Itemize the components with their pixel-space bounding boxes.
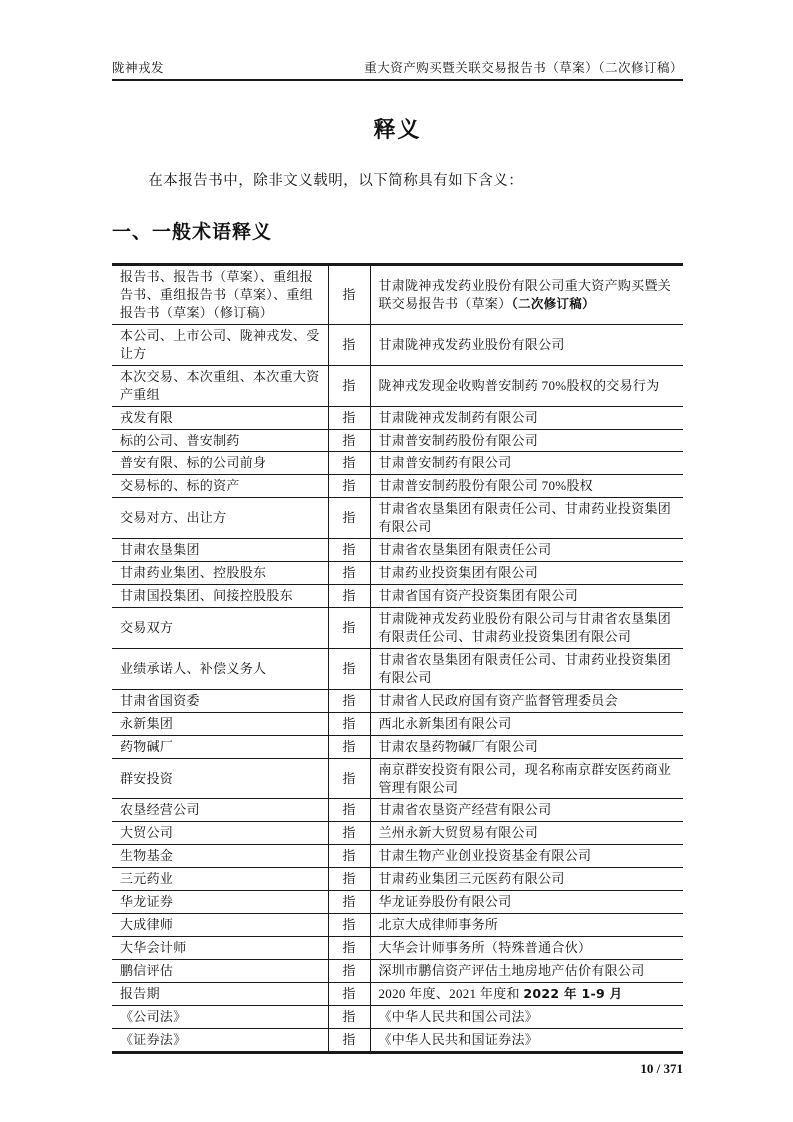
- definition-cell: 甘肃药业投资集团有限公司: [370, 562, 683, 585]
- means-cell: 指: [328, 608, 370, 649]
- table-row: [112, 429, 683, 452]
- term-cell: 交易标的、标的资产: [112, 475, 328, 498]
- definition-cell: 甘肃省农垦集团有限责任公司、甘肃药业投资集团有限公司: [370, 648, 683, 689]
- term-cell: 戎发有限: [112, 406, 328, 429]
- definition-cell: 甘肃省人民政府国有资产监督管理委员会: [370, 689, 683, 712]
- table-row: [112, 868, 683, 891]
- means-cell: 指: [328, 937, 370, 960]
- term-cell: 业绩承诺人、补偿义务人: [112, 648, 328, 689]
- definition-cell: 甘肃普安制药股份有限公司 70%股权: [370, 475, 683, 498]
- means-cell: 指: [328, 562, 370, 585]
- means-cell: 指: [328, 799, 370, 822]
- means-cell: 指: [328, 539, 370, 562]
- definition-cell: 深圳市鹏信资产评估土地房地产估价有限公司: [370, 960, 683, 983]
- means-cell: 指: [328, 406, 370, 429]
- means-cell: 指: [328, 648, 370, 689]
- term-cell: 本公司、上市公司、陇神戎发、受让方: [112, 324, 328, 365]
- means-cell: 指: [328, 429, 370, 452]
- table-row: [112, 1028, 683, 1052]
- means-cell: 指: [328, 960, 370, 983]
- definition-cell: 2020 年度、2021 年度和 2022 年 1-9 月: [370, 982, 683, 1005]
- means-cell: 指: [328, 914, 370, 937]
- definition-cell: 甘肃陇神戎发制药有限公司: [370, 406, 683, 429]
- term-cell: 甘肃省国资委: [112, 689, 328, 712]
- definition-cell: 甘肃省农垦集团有限责任公司: [370, 539, 683, 562]
- definition-cell: 《中华人民共和国公司法》: [370, 1005, 683, 1028]
- term-cell: 标的公司、普安制药: [112, 429, 328, 452]
- means-cell: 指: [328, 891, 370, 914]
- table-row: [112, 585, 683, 608]
- term-cell: 报告期: [112, 982, 328, 1005]
- term-cell: 鹏信评估: [112, 960, 328, 983]
- table-row: [112, 822, 683, 845]
- term-cell: 交易对方、出让方: [112, 498, 328, 539]
- section-heading: 一、一般术语释义: [112, 221, 273, 243]
- means-cell: 指: [328, 982, 370, 1005]
- table-row: [112, 982, 683, 1005]
- table-row: [112, 960, 683, 983]
- term-cell: 农垦经营公司: [112, 799, 328, 822]
- definition-cell: 甘肃普安制药有限公司: [370, 452, 683, 475]
- table-row: [112, 406, 683, 429]
- page-title: 释义: [373, 118, 422, 143]
- means-cell: 指: [328, 475, 370, 498]
- term-cell: 大华会计师: [112, 937, 328, 960]
- term-cell: 三元药业: [112, 868, 328, 891]
- definition-cell: 甘肃药业集团三元医药有限公司: [370, 868, 683, 891]
- term-cell: 生物基金: [112, 845, 328, 868]
- term-cell: 大成律师: [112, 914, 328, 937]
- means-cell: 指: [328, 845, 370, 868]
- means-cell: 指: [328, 452, 370, 475]
- means-cell: 指: [328, 735, 370, 758]
- table-row: [112, 452, 683, 475]
- means-cell: 指: [328, 365, 370, 406]
- definition-cell: 甘肃陇神戎发药业股份有限公司: [370, 324, 683, 365]
- table-row: [112, 891, 683, 914]
- term-cell: 甘肃药业集团、控股股东: [112, 562, 328, 585]
- term-cell: 报告书、报告书（草案）、重组报告书、重组报告书（草案）、重组报告书（草案）（修订稿）: [120, 269, 314, 320]
- term-cell: 华龙证券: [112, 891, 328, 914]
- table-row: [112, 712, 683, 735]
- definition-cell: 南京群安投资有限公司，现名称南京群安医药商业管理有限公司: [370, 758, 683, 799]
- definition-cell: 甘肃农垦药物碱厂有限公司: [370, 735, 683, 758]
- definition-cell: 华龙证券股份有限公司: [370, 891, 683, 914]
- term-cell: 《公司法》: [112, 1005, 328, 1028]
- means-cell: 指: [328, 712, 370, 735]
- header-document-title: 重大资产购买暨关联交易报告书（草案）（二次修订稿）: [364, 61, 683, 75]
- table-row: [112, 365, 683, 406]
- means-cell: 指: [328, 822, 370, 845]
- table-row: [112, 937, 683, 960]
- table-row: [112, 735, 683, 758]
- means-cell: 指: [328, 498, 370, 539]
- definition-cell: 陇神戎发现金收购普安制药 70%股权的交易行为: [370, 365, 683, 406]
- definition-cell: 甘肃省农垦资产经营有限公司: [370, 799, 683, 822]
- term-cell: 甘肃国投集团、间接控股股东: [112, 585, 328, 608]
- definition-cell: 西北永新集团有限公司: [370, 712, 683, 735]
- means-cell: 指: [328, 265, 370, 325]
- definition-cell: 大华会计师事务所（特殊普通合伙）: [370, 937, 683, 960]
- means-cell: 指: [328, 758, 370, 799]
- table-row: [112, 475, 683, 498]
- definition-cell: 甘肃生物产业创业投资基金有限公司: [370, 845, 683, 868]
- term-cell: 《证券法》: [112, 1028, 328, 1052]
- table-row: [112, 324, 683, 365]
- table-row: [112, 758, 683, 799]
- table-row: [112, 265, 683, 325]
- means-cell: 指: [328, 689, 370, 712]
- means-cell: 指: [328, 868, 370, 891]
- definitions-table-body: [112, 265, 683, 1053]
- table-row: [112, 608, 683, 649]
- term-cell: 药物碱厂: [112, 735, 328, 758]
- table-row: [112, 539, 683, 562]
- table-row: [112, 914, 683, 937]
- definitions-table: [112, 263, 683, 1054]
- term-cell: 大贸公司: [112, 822, 328, 845]
- term-cell: 永新集团: [112, 712, 328, 735]
- means-cell: 指: [328, 1005, 370, 1028]
- definition-cell: 北京大成律师事务所: [370, 914, 683, 937]
- term-cell: 交易双方: [112, 608, 328, 649]
- table-row: [112, 648, 683, 689]
- term-cell: 本次交易、本次重组、本次重大资产重组: [112, 365, 328, 406]
- definition-cell: 兰州永新大贸贸易有限公司: [370, 822, 683, 845]
- means-cell: 指: [328, 585, 370, 608]
- page-number: 10 / 371: [640, 1060, 683, 1076]
- means-cell: 指: [328, 1028, 370, 1052]
- header-company-name: 陇神戎发: [112, 61, 165, 75]
- term-cell: 甘肃农垦集团: [112, 539, 328, 562]
- definition-cell: 甘肃陇神戎发药业股份有限公司与甘肃省农垦集团有限责任公司、甘肃药业投资集团有限公司: [370, 608, 683, 649]
- table-row: [112, 562, 683, 585]
- table-row: [112, 845, 683, 868]
- table-row: [112, 689, 683, 712]
- table-row: [112, 1005, 683, 1028]
- table-row: [112, 799, 683, 822]
- definition-cell: 甘肃省国有资产投资集团有限公司: [370, 585, 683, 608]
- term-cell: 群安投资: [112, 758, 328, 799]
- means-cell: 指: [328, 324, 370, 365]
- term-cell: 普安有限、标的公司前身: [112, 452, 328, 475]
- definition-cell: 甘肃陇神戎发药业股份有限公司重大资产购买暨关联交易报告书（草案）（二次修订稿）: [378, 277, 672, 311]
- intro-paragraph: 在本报告书中，除非文义载明，以下简称具有如下含义：: [148, 173, 524, 189]
- definition-cell: 《中华人民共和国证券法》: [370, 1028, 683, 1052]
- table-row: [112, 498, 683, 539]
- running-header: [112, 58, 683, 81]
- definition-cell: 甘肃省农垦集团有限责任公司、甘肃药业投资集团有限公司: [370, 498, 683, 539]
- definition-cell: 甘肃普安制药股份有限公司: [370, 429, 683, 452]
